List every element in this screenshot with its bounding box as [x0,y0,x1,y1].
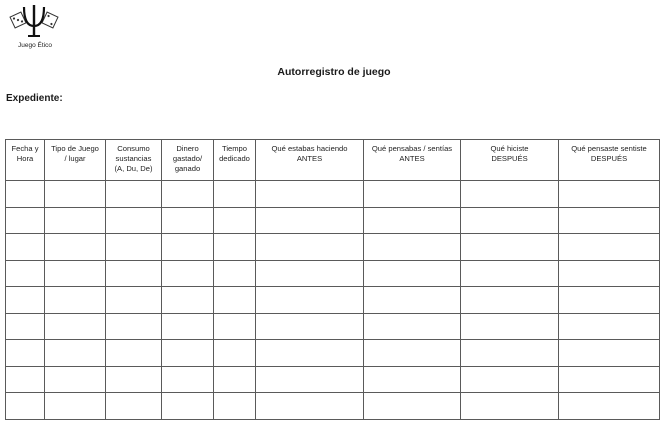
table-cell [256,181,364,208]
table-cell [6,340,45,367]
table-cell [162,260,214,287]
column-header: Qué hiciste DESPUÉS [461,140,559,181]
gambling-log-table [5,139,660,420]
table-cell [162,366,214,393]
column-header: Tiempo dedicado [214,140,256,181]
table-row [6,366,660,393]
table-cell [6,260,45,287]
table-cell [45,366,106,393]
table-cell [106,287,162,314]
table-row [6,340,660,367]
table-cell [162,340,214,367]
table-row [6,393,660,420]
column-header: Qué estabas haciendo ANTES [256,140,364,181]
table-cell [256,340,364,367]
table-cell [461,260,559,287]
table-cell [559,287,660,314]
table-cell [364,313,461,340]
logo [6,2,62,50]
table-cell [162,313,214,340]
table-cell [214,287,256,314]
table-cell [45,207,106,234]
table-cell [559,313,660,340]
table-cell [559,181,660,208]
expediente-label: Expediente: [6,93,63,104]
table-cell [364,234,461,261]
table-cell [461,393,559,420]
table-cell [559,234,660,261]
table-cell [106,260,162,287]
table-cell [106,366,162,393]
table-cell [6,313,45,340]
table-row [6,207,660,234]
table-cell [461,207,559,234]
table-cell [162,234,214,261]
table-cell [461,234,559,261]
table-cell [364,181,461,208]
table-cell [364,366,461,393]
table-cell [559,207,660,234]
table-cell [559,393,660,420]
table-cell [106,234,162,261]
table-row [6,287,660,314]
table-cell [6,207,45,234]
table-cell [214,313,256,340]
table-cell [6,393,45,420]
table-cell [256,287,364,314]
table-cell [106,313,162,340]
table-cell [45,260,106,287]
logo-caption: Juego Ético [18,42,52,49]
table-cell [214,234,256,261]
table-cell [106,340,162,367]
table-cell [461,366,559,393]
table-row [6,313,660,340]
table-cell [364,287,461,314]
table-cell [6,181,45,208]
table-cell [45,393,106,420]
table-cell [214,260,256,287]
table-cell [461,340,559,367]
table-cell [162,207,214,234]
page-title: Autorregistro de juego [277,66,391,78]
table-cell [106,393,162,420]
table-cell [256,313,364,340]
table-cell [6,234,45,261]
column-header: Tipo de Juego / lugar [45,140,106,181]
column-header: Qué pensabas / sentías ANTES [364,140,461,181]
table-cell [364,260,461,287]
table-cell [559,340,660,367]
table-row [6,260,660,287]
table-cell [162,393,214,420]
table-body [6,181,660,420]
table-cell [364,207,461,234]
table-cell [559,366,660,393]
table-cell [45,181,106,208]
table-cell [364,340,461,367]
table-cell [256,393,364,420]
table-cell [45,313,106,340]
table-cell [256,366,364,393]
table-header-row [6,140,660,181]
table-cell [461,313,559,340]
table-cell [106,207,162,234]
table-cell [45,340,106,367]
table-cell [106,181,162,208]
table-cell [214,393,256,420]
table-cell [45,234,106,261]
table-cell [364,393,461,420]
table-cell [256,207,364,234]
column-header: Fecha y Hora [6,140,45,181]
table-cell [461,287,559,314]
column-header: Dinero gastado/ ganado [162,140,214,181]
table-cell [6,287,45,314]
table-row [6,181,660,208]
column-header: Qué pensaste sentiste DESPUÉS [559,140,660,181]
table-row [6,234,660,261]
table-cell [162,287,214,314]
table-cell [162,181,214,208]
table-cell [45,287,106,314]
table-cell [256,234,364,261]
table-cell [214,366,256,393]
column-header: Consumo sustancias (A, Du, De) [106,140,162,181]
table-cell [461,181,559,208]
table-cell [214,207,256,234]
table-cell [6,366,45,393]
table-cell [559,260,660,287]
table-cell [214,340,256,367]
table-cell [256,260,364,287]
table-cell [214,181,256,208]
psi-with-dice-icon [6,2,62,42]
